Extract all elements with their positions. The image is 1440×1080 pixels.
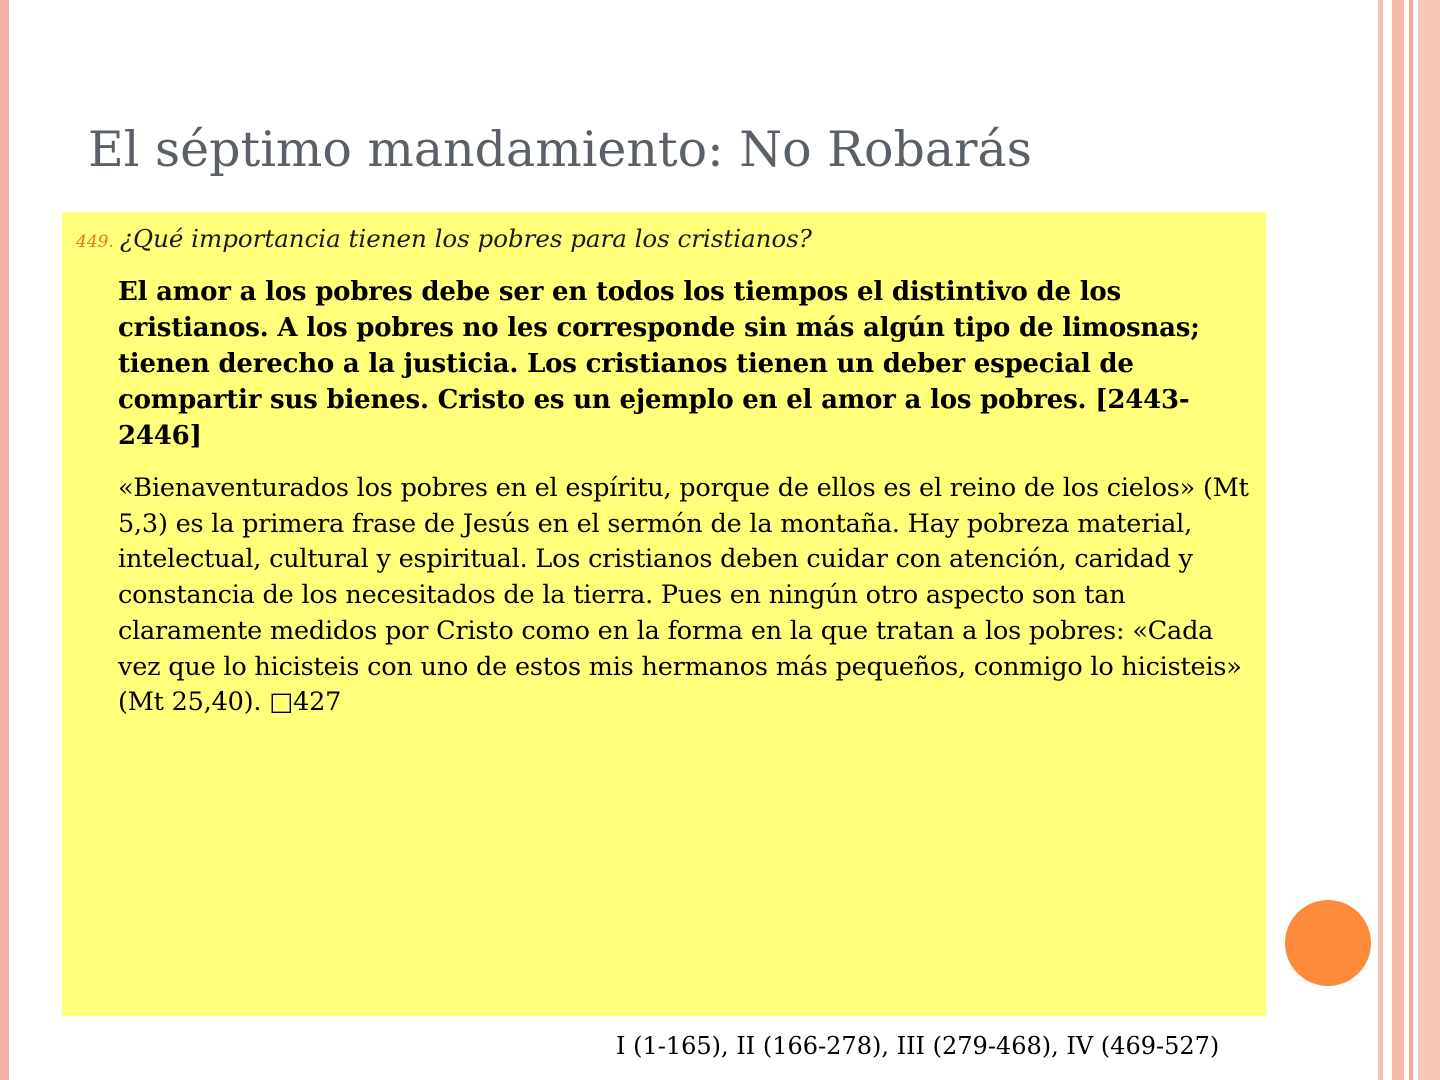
right-border-stripe [1378,0,1383,1080]
answer-text: El amor a los pobres debe ser en todos los tiempos el distintivo de los cristianos. A los pobres no les corresponde sin más algún tipo de limosnas; tienen derecho a la justicia. Los cristianos tienen un deber especial de compartir sus bienes. Cristo es un ejemplo en el amor a los pobres. [2443-2446] [118,277,1200,451]
right-border-stripe [1418,0,1440,1080]
right-border-stripe [1409,0,1413,1080]
left-border-stripe [0,0,9,1080]
question-text: ¿Qué importancia tienen los pobres para los cristianos? [119,224,812,253]
right-border-stripe [1392,0,1404,1080]
orange-circle-icon[interactable] [1285,900,1371,986]
commentary-text: «Bienaventurados los pobres en el espíritu, porque de ellos es el reino de los cielos» (Mt 5,3) es la primera frase de Jesús en el sermón de la montaña. Hay pobreza material, intelectual, cultural y espiritual. Los cristianos deben cuidar con atención, caridad y constancia de los necesitados de la tierra. Pues en ningún otro aspecto son tan claramente medidos por Cristo como en la forma en la que tratan a los pobres: «Cada vez que lo hicisteis con uno de estos mis hermanos más pequeños, conmigo lo hicisteis» (Mt 25,40). □427 [118,473,1249,718]
content-box [62,212,1266,1016]
question-number: 449. [76,232,114,252]
footer-section-index: I (1-165), II (166-278), III (279-468), IV (469-527) [616,1032,1220,1060]
slide-title: El séptimo mandamiento: No Robarás [88,121,1032,178]
question-row [76,224,812,253]
